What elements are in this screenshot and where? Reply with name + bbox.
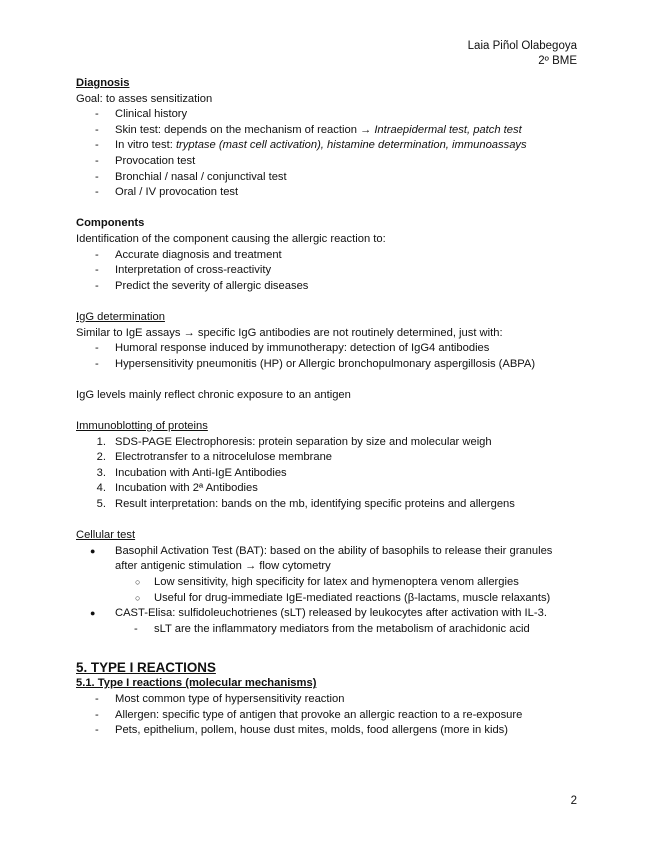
section-title-cellular-test: Cellular test <box>76 529 136 542</box>
numbered-item: 1. SDS-PAGE Electrophoresis: protein separation by size and molecular weigh <box>76 435 586 451</box>
dash-marker: - <box>95 692 99 705</box>
item-number: 5. <box>96 498 106 511</box>
list-item: - Allergen: specific type of antigen that provoke an allergic reaction to a re-exposure <box>76 708 586 724</box>
list-item: - Interpretation of cross-reactivity <box>76 263 586 279</box>
dash-marker: - <box>95 357 99 370</box>
sub-dash-item: - sLT are the inflammatory mediators from the metabolism of arachidonic acid <box>76 622 586 638</box>
dash-marker: - <box>95 170 99 183</box>
list-item: - Hypersensitivity pneumonitis (HP) or Allergic bronchopulmonary aspergillosis (ABPA) <box>76 357 586 373</box>
subsection-heading: 5.1. Type I reactions (molecular mechanisms) <box>76 677 317 690</box>
section-title-components: Components <box>76 217 145 230</box>
bullet-marker: ● <box>90 608 96 619</box>
circle-marker: ○ <box>135 577 141 587</box>
diagnosis-goal: Goal: to asses sensitization <box>76 92 213 105</box>
header-author: Laia Piñol Olabegoya <box>467 40 577 52</box>
numbered-item: 4. Incubation with 2ª Antibodies <box>76 481 586 497</box>
list-item: - In vitro test: tryptase (mast cell activation), histamine determination, immunoassays <box>76 138 586 154</box>
dash-marker: - <box>95 342 99 355</box>
list-item: - Skin test: depends on the mechanism of reaction → Intraepidermal test, patch test <box>76 123 586 139</box>
dash-marker: - <box>95 123 99 136</box>
list-item: - Predict the severity of allergic diseases <box>76 279 586 295</box>
dash-marker: - <box>95 264 99 277</box>
sub-bullet-item: ○ Useful for drug-immediate IgE-mediated reactions (β-lactams, muscle relaxants) <box>76 591 586 607</box>
dash-marker: - <box>95 108 99 121</box>
igg-note: IgG levels mainly reflect chronic exposure to an antigen <box>76 388 351 401</box>
numbered-item: 3. Incubation with Anti-IgE Antibodies <box>76 466 586 482</box>
section-title-diagnosis: Diagnosis <box>76 77 130 89</box>
list-item: - Clinical history <box>76 107 586 123</box>
igg-intro: Similar to IgE assays → specific IgG antibodies are not routinely determined, just with: <box>76 326 503 339</box>
numbered-item: 5. Result interpretation: bands on the mb, identifying specific proteins and allergens <box>76 497 586 513</box>
dash-marker: - <box>95 139 99 152</box>
chapter-heading: 5. TYPE I REACTIONS <box>76 660 216 676</box>
dash-marker: - <box>95 186 99 199</box>
page-content <box>76 76 586 739</box>
numbered-item: 2. Electrotransfer to a nitrocelulose membrane <box>76 450 586 466</box>
dash-marker: - <box>95 248 99 261</box>
list-item: - Bronchial / nasal / conjunctival test <box>76 170 586 186</box>
section-title-immunoblotting: Immunoblotting of proteins <box>76 420 208 433</box>
page-number: 2 <box>570 795 577 807</box>
dash-marker: - <box>95 724 99 737</box>
section-title-igg: IgG determination <box>76 310 165 323</box>
dash-marker: - <box>95 154 99 167</box>
bullet-marker: ● <box>90 545 96 556</box>
circle-marker: ○ <box>135 592 141 603</box>
components-intro: Identification of the component causing the allergic reaction to: <box>76 232 386 245</box>
bullet-item-continuation: after antigenic stimulation → flow cytometry <box>115 560 331 573</box>
list-item: - Accurate diagnosis and treatment <box>76 248 586 264</box>
item-number: 4. <box>96 482 106 495</box>
dash-marker: - <box>134 622 138 635</box>
sub-bullet-item: ○ Low sensitivity, high specificity for latex and hymenoptera venom allergies <box>76 575 586 591</box>
dash-marker: - <box>95 708 99 721</box>
list-item: - Provocation test <box>76 154 586 170</box>
list-item: - Oral / IV provocation test <box>76 185 586 201</box>
bullet-item: ● CAST-Elisa: sulfidoleuchotrienes (sLT) released by leukocytes after activation with IL-3. <box>76 606 586 622</box>
dash-marker: - <box>95 279 99 292</box>
item-number: 2. <box>96 451 106 464</box>
list-item: - Pets, epithelium, pollem, house dust mites, molds, food allergens (more in kids) <box>76 723 586 739</box>
list-item: - Most common type of hypersensitivity reaction <box>76 692 586 708</box>
bullet-item: ● Basophil Activation Test (BAT): based on the ability of basophils to release their granules <box>76 544 586 560</box>
header-course: 2º BME <box>538 55 577 67</box>
item-number: 1. <box>96 435 106 448</box>
list-item: - Humoral response induced by immunotherapy: detection of IgG4 antibodies <box>76 341 586 357</box>
item-number: 3. <box>96 466 106 479</box>
